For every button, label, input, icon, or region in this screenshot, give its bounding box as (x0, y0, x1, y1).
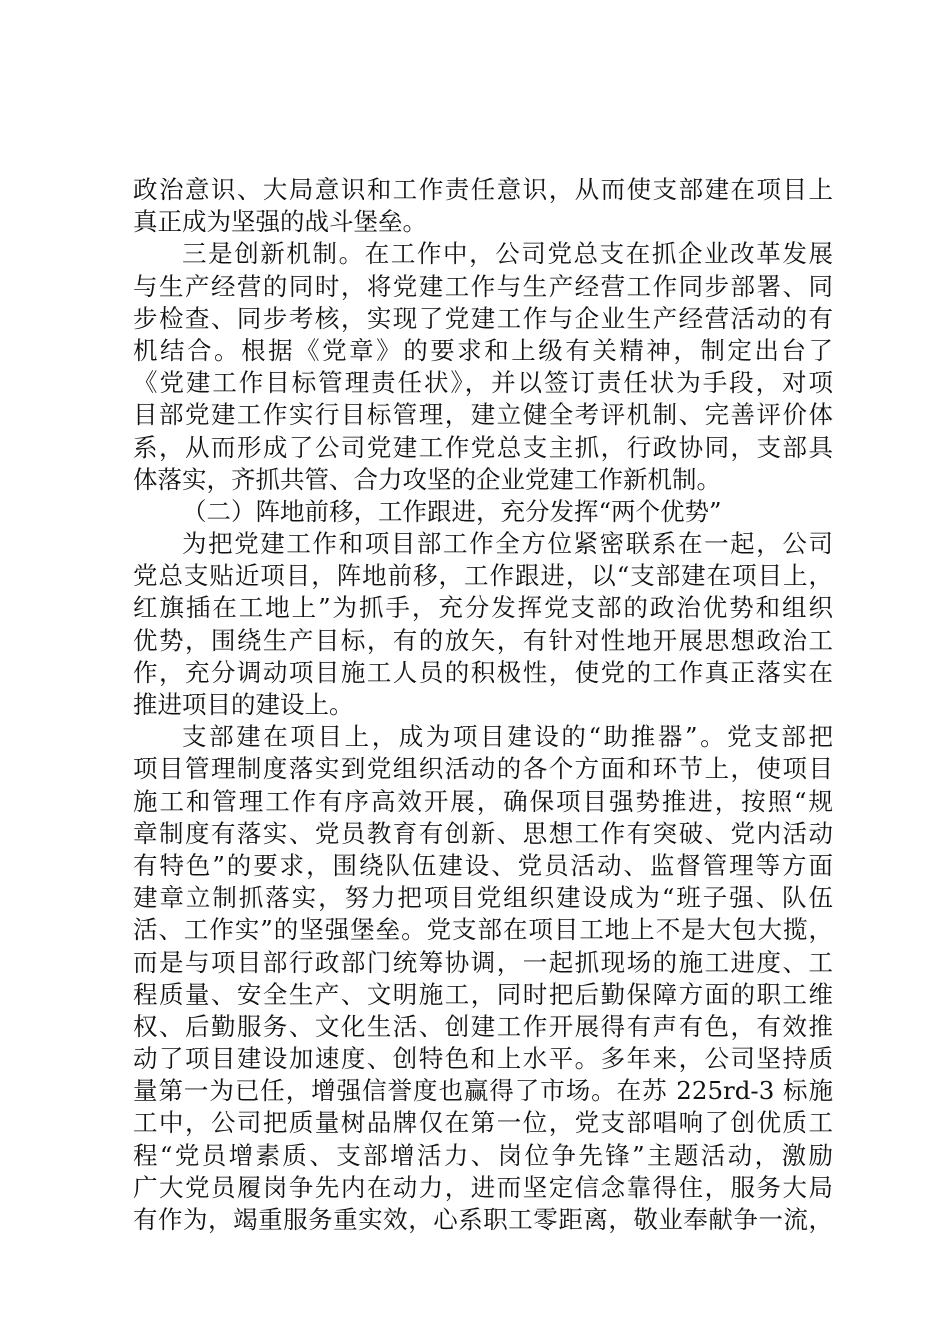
text-line: 推进项目的建设上。 (133, 690, 354, 719)
text-line: 支部建在项目上，成为项目建设的“助推器”。党支部把 (182, 722, 833, 752)
text-line: 章制度有落实、党员教育有创新、思想工作有突破、党内活动 (133, 818, 833, 848)
text-line: 而是与项目部行政部门统筹协调，一起抓现场的施工进度、工 (133, 947, 833, 977)
text-line: 建章立制抓落实，努力把项目党组织建设成为“班子强、队伍 (133, 883, 833, 913)
text-line: 目部党建工作实行目标管理，建立健全考评机制、完善评价体 (133, 400, 833, 430)
text-line: 作，充分调动项目施工人员的积极性，使党的工作真正落实在 (133, 657, 833, 687)
body-text (133, 174, 833, 1236)
text-line: 体落实，齐抓共管、合力攻坚的企业党建工作新机制。 (133, 464, 721, 494)
text-line: 系，从而形成了公司党建工作党总支主抓，行政协同，支部具 (133, 432, 833, 462)
text-line: 与生产经营的同时，将党建工作与生产经营工作同步部署、同 (133, 271, 833, 301)
text-line: （二）阵地前移，工作跟进，充分发挥“两个优势” (182, 496, 722, 526)
text-line: 《党建工作目标管理责任状》，并以签订责任状为手段，对项 (133, 368, 833, 398)
text-line: 广大党员履岗争先内在动力，进而坚定信念靠得住，服务大局 (133, 1172, 833, 1202)
text-line: 程质量、安全生产、文明施工，同时把后勤保障方面的职工维 (133, 979, 833, 1009)
text-line: 真正成为坚强的战斗堡垒。 (133, 207, 427, 237)
text-line: 工中，公司把质量树品牌仅在第一位，党支部唱响了创优质工 (133, 1108, 833, 1138)
text-line: 项目管理制度落实到党组织活动的各个方面和环节上，使项目 (133, 754, 833, 784)
text-line: 优势，围绕生产目标，有的放矢，有针对性地开展思想政治工 (133, 625, 833, 655)
text-line: 权、后勤服务、文化生活、创建工作开展得有声有色，有效推 (133, 1011, 833, 1041)
text-line: 党总支贴近项目，阵地前移，工作跟进，以“支部建在项目上， (133, 561, 833, 591)
text-line: 施工和管理工作有序高效开展，确保项目强势推进，按照“规 (133, 786, 833, 816)
text-line: 动了项目建设加速度、创特色和上水平。多年来，公司坚持质 (133, 1044, 833, 1074)
text-line: 有作为，竭重服务重实效，心系职工零距离，敬业奉献争一流， (133, 1205, 833, 1234)
text-line: 三是创新机制。在工作中，公司党总支在抓企业改革发展 (182, 239, 833, 269)
text-line: 有特色”的要求，围绕队伍建设、党员活动、监督管理等方面 (133, 850, 833, 880)
text-line: 步检查、同步考核，实现了党建工作与企业生产经营活动的有 (133, 303, 833, 333)
text-line: 机结合。根据《党章》的要求和上级有关精神，制定出台了 (133, 335, 833, 365)
text-line: 活、工作实”的坚强堡垒。党支部在项目工地上不是大包大揽， (133, 915, 833, 945)
text-line: 为把党建工作和项目部工作全方位紧密联系在一起，公司 (182, 529, 833, 559)
text-line: 程“党员增素质、支部增活力、岗位争先锋”主题活动，激励 (133, 1140, 833, 1170)
text-line: 红旗插在工地上”为抓手，充分发挥党支部的政治优势和组织 (133, 593, 833, 623)
text-line: 政治意识、大局意识和工作责任意识，从而使支部建在项目上 (133, 175, 833, 204)
text-line: 量第一为已任，增强信誉度也赢得了市场。在苏 225rd-3 标施 (133, 1076, 833, 1106)
